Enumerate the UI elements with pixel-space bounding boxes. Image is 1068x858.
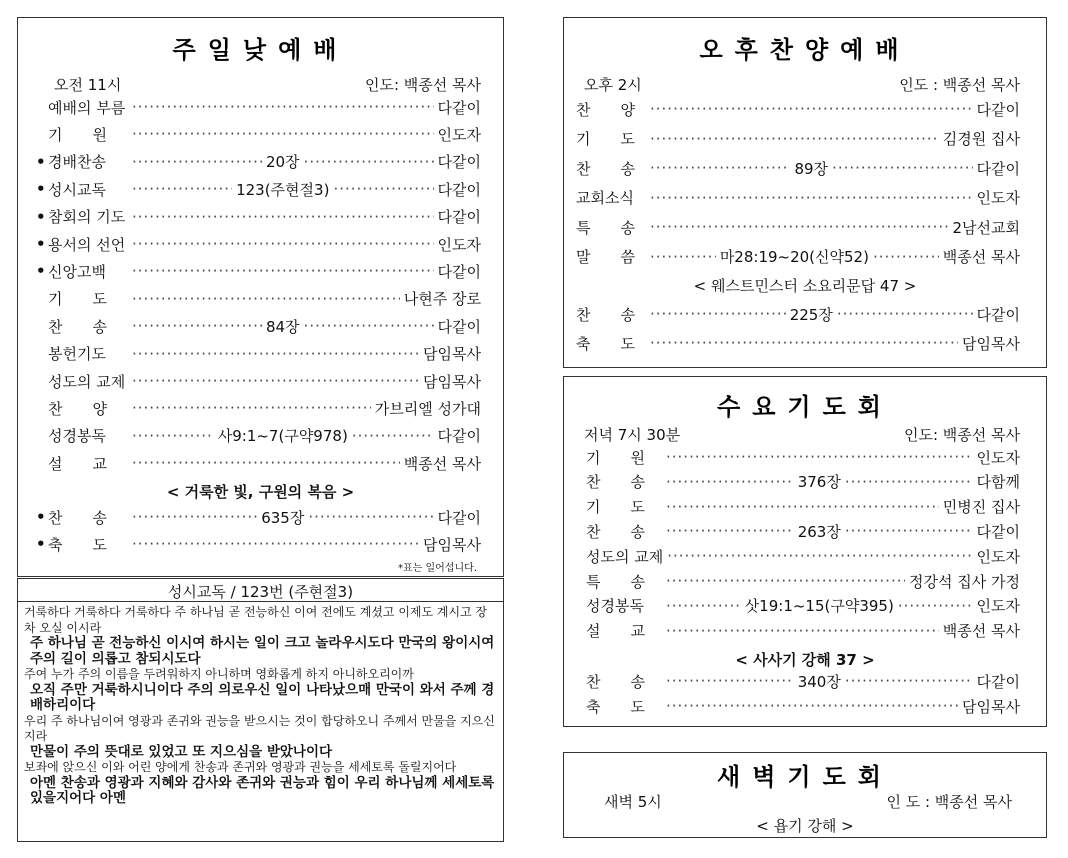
order-row [36,96,481,118]
order-row [36,123,481,145]
leader-dots [132,208,434,226]
leader-dots [132,345,419,363]
order-row [586,595,1020,617]
leader-dots [873,248,939,266]
order-person: 다같이 [437,153,481,172]
order-label: 설 교 [48,454,107,473]
leader-dots [132,372,419,390]
morning-leader: 인도: 백종선 목사 [364,76,481,94]
dawn-sermon-title: < 욥기 강해 > [756,817,854,835]
order-label: 기 도 [586,498,645,517]
leader-dots [898,597,973,615]
leader-dots [650,100,973,118]
morning-sermon-title: < 거룩한 빛, 구원의 복음 > [166,483,355,501]
leader-dots [132,262,434,280]
leader-dots [132,98,434,116]
leader-dots [132,535,419,553]
leader-dots [132,508,257,526]
order-row [36,533,481,555]
leader-dots [666,697,958,715]
order-row [576,157,1020,179]
morning-worship-title: 주일낮예배 [172,36,349,64]
leader-dots [650,130,939,148]
order-row [586,446,1020,468]
order-person: 다같이 [437,98,481,117]
order-label: 기 원 [48,125,107,144]
order-row [576,128,1020,150]
order-person: 다같이 [437,508,482,527]
dawn-prayer-title: 새벽기도회 [717,763,893,791]
dawn-prayer-box [563,752,1047,838]
order-row [586,520,1020,542]
leader-dots [132,125,434,143]
order-label: 교회소식 [576,189,634,207]
order-label: 축 도 [586,697,645,716]
order-person: 백종선 목사 [403,454,481,473]
standing-marker: • [36,535,46,553]
order-row [586,496,1020,518]
order-person: 백종선 목사 [942,248,1020,266]
leader-dots [132,235,434,253]
order-detail: 340장 [797,672,841,691]
order-row [576,332,1020,354]
leader-dots [132,427,214,445]
order-person: 담임목사 [423,345,481,364]
order-person: 다같이 [437,317,481,336]
leader-dots [650,189,973,207]
order-person: 인도자 [437,125,481,144]
order-person: 담임목사 [962,334,1020,353]
leader-dots [650,334,958,352]
leader-reading: 거룩하다 거룩하다 거룩하다 주 하나님 곧 전능하신 이여 전에도 계셨고 이제도 계시고 장차 오실 이시라 [24,605,488,635]
order-label: 찬 송 [576,159,635,178]
order-person: 다함께 [976,473,1021,492]
order-person: 담임목사 [423,535,481,554]
order-label: 봉헌기도 [48,345,106,364]
leader-dots [845,473,973,491]
order-row [586,695,1020,717]
order-row [36,206,481,228]
leader-dots [667,547,972,565]
order-person: 가브리엘 성가대 [374,399,481,418]
order-label: 찬 송 [586,473,645,492]
leader-dots [832,159,972,177]
order-label: 신앙고백 [48,262,106,281]
responsive-reading-text [24,605,497,807]
order-row [36,506,481,528]
order-row [586,570,1020,592]
order-label: 경배찬송 [48,153,106,172]
leader-dots [132,454,400,472]
order-label: 축 도 [48,535,107,554]
order-row [586,620,1020,642]
order-label: 용서의 선언 [48,235,126,254]
leader-dots [650,305,786,323]
order-label: 성경봉독 [48,427,106,446]
order-person: 다같이 [976,159,1020,178]
order-label: 찬 양 [48,399,107,418]
leader-dots [666,498,939,516]
order-row [36,425,481,447]
order-person: 다같이 [437,208,481,227]
order-label: 찬 송 [586,672,645,691]
order-person: 김경원 집사 [942,130,1020,148]
wednesday-prayer-box [563,376,1047,727]
order-label: 참회의 기도 [48,208,126,227]
standing-marker: • [36,262,46,281]
order-person: 인도자 [976,448,1020,467]
responsive-reading-title: 성시교독 / 123번 (주현절3) [167,583,354,601]
order-detail: 263장 [797,522,841,541]
leader-dots [132,399,371,417]
wednesday-time: 저녁 7시 30분 [584,426,681,444]
wednesday-leader: 인도: 백종선 목사 [903,426,1020,444]
order-label: 성도의 교제 [586,547,664,566]
order-label: 찬 송 [586,522,645,541]
order-detail: 마28:19~20(신약52) [719,248,869,266]
order-detail: 84장 [265,317,300,336]
afternoon-worship-title: 오후찬양예배 [699,36,911,64]
standing-marker: • [36,235,46,253]
order-label: 찬 송 [48,317,107,336]
leader-dots [666,572,905,590]
leader-dots [308,508,433,526]
order-person: 담임목사 [962,697,1020,716]
leader-dots [845,522,973,540]
order-row [36,315,481,337]
congregation-response: 오직 주만 거룩하시니이다 주의 의로우신 일이 나타났으매 만국이 와서 주께 경배하리이다 [30,681,495,713]
order-row [36,178,481,200]
order-detail: 123(주현절3) [236,180,330,199]
wednesday-prayer-title: 수요기도회 [717,393,893,421]
order-person: 다같이 [437,262,481,281]
order-person: 다같이 [976,672,1021,691]
dawn-time: 새벽 5시 [604,793,662,811]
leader-dots [666,473,794,491]
order-label: 예배의 부름 [48,98,126,117]
order-person: 정강석 집사 가정 [909,572,1020,591]
order-row [576,216,1020,238]
leader-dots [132,317,262,335]
order-detail: 20장 [265,153,300,172]
order-row [576,187,1020,209]
leader-dots [132,290,400,308]
leader-reading: 우리 주 하나님이여 영광과 존귀와 권능을 받으시는 것이 합당하오니 주께서 만물을 지으신지라 [24,713,495,743]
order-row [586,670,1020,692]
afternoon-worship-box [563,17,1047,368]
order-person: 다같이 [976,100,1020,119]
leader-dots [132,180,232,198]
standing-marker: • [36,508,46,526]
order-detail: 삿19:1~15(구약395) [744,597,894,616]
congregation-response: 주 하나님 곧 전능하신 이시여 하시는 일이 크고 놀라우시도다 만국의 왕이시여 주의 길이 의롭고 참되시도다 [30,635,495,667]
order-label: 기 원 [586,448,645,467]
leader-dots [650,159,790,177]
morning-worship-box [17,17,504,577]
order-row [36,288,481,310]
order-row [576,303,1020,325]
leader-reading: 주여 누가 주의 이름을 두려워하지 아니하며 영화롭게 하지 아니하오리이까 [24,667,414,681]
order-label: 찬 송 [48,508,107,527]
leader-dots [304,317,434,335]
order-row [36,397,481,419]
order-person: 나현주 장로 [403,290,481,309]
order-row [36,151,481,173]
order-person: 2남선교회 [952,218,1020,237]
order-person: 다같이 [437,180,481,199]
order-label: 찬 양 [576,100,635,119]
order-detail: 89장 [794,159,829,178]
dawn-leader: 인 도 : 백종선 목사 [886,793,1012,811]
reading-divider [18,601,503,602]
order-person: 인도자 [976,189,1020,207]
order-label: 특 송 [586,572,645,591]
order-label: 축 도 [576,334,635,353]
order-label: 기 도 [576,130,635,148]
leader-dots [304,153,434,171]
standing-note: *표는 일어섭니다. [398,563,477,574]
order-person: 민병진 집사 [942,498,1020,517]
leader-dots [132,153,262,171]
leader-dots [666,522,794,540]
order-person: 인도자 [976,547,1020,566]
leader-dots [666,672,794,690]
order-label: 기 도 [48,290,107,309]
leader-dots [666,597,741,615]
order-person: 다같이 [437,427,482,446]
order-row [36,233,481,255]
leader-dots [650,218,948,236]
order-row [36,452,481,474]
leader-dots [837,305,973,323]
standing-marker: • [36,207,46,226]
order-label: 성시교독 [48,180,106,199]
order-person: 다같이 [976,305,1021,324]
congregation-response: 만물이 주의 뜻대로 있었고 또 지으심을 받았나이다 [30,743,333,760]
order-person: 백종선 목사 [942,622,1020,641]
morning-time: 오전 11시 [54,76,122,94]
order-person: 담임목사 [423,372,481,391]
afternoon-time: 오후 2시 [584,76,642,94]
order-detail: 사9:1~7(구약978) [217,427,348,446]
afternoon-leader: 인도 : 백종선 목사 [899,76,1020,94]
order-label: 설 교 [586,622,645,641]
order-label: 성경봉독 [586,597,644,616]
wednesday-sermon-title: < 사사기 강해 37 > [735,651,875,669]
leader-reading: 보좌에 앉으신 이와 어린 양에게 찬송과 존귀와 영광과 권능을 세세토록 돌릴지어다 [24,760,457,774]
order-label: 특 송 [576,218,635,237]
order-label: 찬 송 [576,305,635,324]
responsive-reading-box [17,578,504,842]
congregation-response: 아멘 찬송과 영광과 지혜와 감사와 존귀와 권능과 힘이 우리 하나님께 세세토록 있을지어다 아멘 [30,774,495,806]
leader-dots [845,672,973,690]
order-detail: 376장 [797,473,841,492]
leader-dots [666,622,939,640]
standing-marker: • [36,152,46,171]
order-row [36,370,481,392]
order-person: 인도자 [437,235,481,254]
order-detail: 225장 [789,305,833,324]
order-row [586,471,1020,493]
leader-dots [352,427,434,445]
afternoon-sermon-title: < 웨스트민스터 소요리문답 47 > [693,277,917,295]
order-row [36,343,481,365]
order-row [586,545,1020,567]
standing-marker: • [36,180,46,199]
order-row [576,98,1020,120]
order-detail: 635장 [261,508,305,527]
order-label: 성도의 교제 [48,372,126,391]
leader-dots [666,448,973,466]
leader-dots [650,248,716,266]
order-row [36,260,481,282]
order-label: 말 씀 [576,248,635,266]
leader-dots [333,180,433,198]
order-person: 인도자 [976,597,1021,616]
order-person: 다같이 [976,522,1021,541]
order-row [576,246,1020,268]
